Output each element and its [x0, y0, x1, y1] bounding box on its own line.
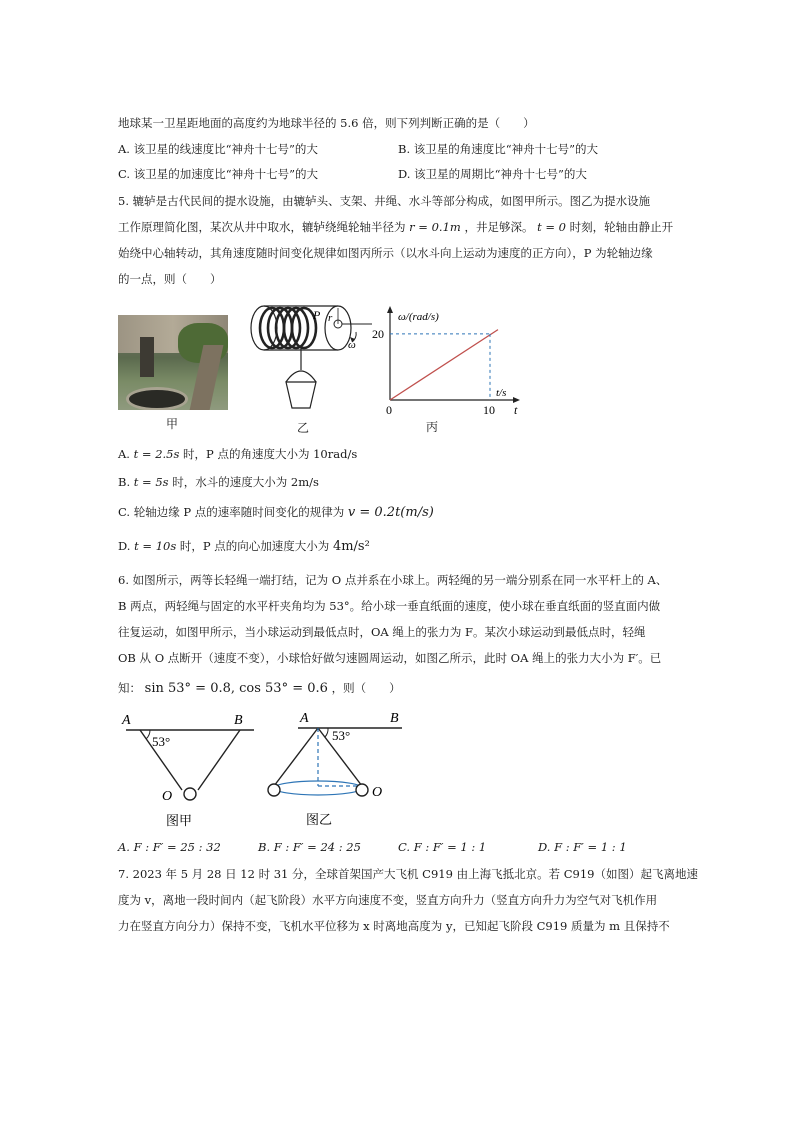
q6-line-3: 往复运动，如图甲所示，当小球运动到最低点时，OA 绳上的张力为 F。某次小球运动到最低点时，轻绳 [118, 625, 646, 639]
q6-line-5-prefix: 知： [118, 681, 141, 695]
angle-label: 53° [152, 734, 171, 749]
q4-stem: 地球某一卫星距地面的高度约为地球半径的 5.6 倍，则下列判断正确的是（ ） [118, 116, 535, 130]
y-axis-arrow [387, 306, 393, 313]
q7-line-2: 度为 v，离地一段时间内（起飞阶段）水平方向速度不变，竖直方向升力（竖直方向升力为空气对飞机作用 [118, 893, 658, 907]
fig-jia-caption: 甲 [166, 417, 179, 431]
point-b-label-yi: B [390, 711, 399, 726]
q4-option-a: A. 该卫星的线速度比“神舟十七号”的大 [118, 142, 318, 156]
point-o-label: O [162, 789, 173, 804]
q5-option-b [118, 474, 319, 490]
q4-option-c: C. 该卫星的加速度比“神舟十七号”的大 [118, 167, 318, 181]
q5-option-c-text: C. 轮轴边缘 P 点的速率随时间变化的规律为 [118, 505, 345, 519]
q5-option-b-text: 时，水斗的速度大小为 2m/s [172, 475, 319, 489]
series-line [390, 330, 498, 400]
x-axis-end-label: t [514, 403, 518, 416]
q6-line-5 [118, 680, 401, 697]
q6-line-5-suffix: ，则（ ） [331, 681, 401, 695]
windlass-diagram [238, 302, 378, 422]
origin-label: 0 [386, 403, 392, 416]
q5-option-d-text: 时，P 点的向心加速度大小为 [179, 539, 330, 553]
point-b-label: B [234, 713, 243, 728]
q5-line-2-text-e: 时刻，轮轴由静止开 [569, 220, 674, 234]
fig-bing-caption: 丙 [426, 420, 439, 434]
q6-line-1: 6. 如图所示，两等长轻绳一端打结，记为 O 点并系在小球上。两轻绳的另一端分别系在同一水平杆上的 A、 [118, 573, 668, 587]
q6-option-c: C. F : F′ = 1 : 1 [398, 840, 487, 854]
omega-label: ω [348, 339, 356, 351]
pendulum-fig-jia [118, 708, 258, 828]
q4-option-b: B. 该卫星的角速度比“神舟十七号”的大 [398, 142, 599, 156]
point-p-label: P [313, 308, 321, 322]
q5-option-d-time: t = 10s [134, 539, 177, 553]
q5-line-4: 的一点，则（ ） [118, 272, 222, 286]
y-axis-label: ω/(rad/s) [398, 311, 439, 323]
q5-option-d [118, 538, 370, 555]
y-tick-label: 20 [372, 326, 384, 341]
q5-option-a-text: 时，P 点的角速度大小为 10rad/s [183, 447, 358, 461]
q6-option-d: D. F : F′ = 1 : 1 [538, 840, 627, 854]
q5-option-b-time: t = 5s [133, 475, 169, 489]
q6-line-2: B 两点，两轻绳与固定的水平杆夹角均为 53°。给小球一垂直纸面的速度，使小球在垂直纸面的竖直面内做 [118, 599, 661, 613]
q6-line-4: OB 从 O 点断开（速度不变），小球恰好做匀速圆周运动，如图乙所示，此时 OA 绳上的张力大小为 F′。已 [118, 651, 662, 665]
radius-label: r [328, 312, 333, 324]
q5-line-1: 5. 辘轳是古代民间的提水设施，由辘轳头、支架、井绳、水斗等部分构成，如图甲所示。图乙为提水设施 [118, 194, 651, 208]
q5-line-2 [118, 219, 673, 235]
q6-option-a: A. F : F′ = 25 : 32 [118, 840, 221, 854]
omega-time-chart [372, 306, 522, 416]
fig-jia-label: 图甲 [166, 813, 193, 828]
well-photo [118, 315, 228, 410]
q5-line-2-text-c: ，井足够深。 [464, 220, 534, 234]
q5-option-a [118, 446, 357, 462]
angle-label-yi: 53° [332, 728, 351, 743]
q5-option-a-time: t = 2.5s [133, 447, 180, 461]
q5-option-c [118, 504, 434, 521]
point-a-label-yi: A [300, 711, 309, 726]
q5-option-d-value: 4m/s² [332, 539, 370, 554]
q5-option-b-letter: B. [118, 475, 131, 489]
fig-yi-caption: 乙 [297, 421, 310, 435]
conical-pendulum-fig-yi [262, 706, 402, 831]
q5-option-d-letter: D. [118, 539, 131, 553]
q7-line-1: 7. 2023 年 5 月 28 日 12 时 31 分，全球首架国产大飞机 C919 由上海飞抵北京。若 C919（如图）起飞离地速 [118, 867, 698, 881]
x-tick-label: 10 [483, 403, 495, 416]
q5-time-eq: t = 0 [537, 220, 566, 234]
q5-option-a-letter: A. [118, 447, 130, 461]
q5-radius-eq: r = 0.1m [409, 220, 461, 234]
q4-option-d: D. 该卫星的周期比“神舟十七号”的大 [398, 167, 587, 181]
q5-line-2-text-a: 工作原理简化图，某次从井中取水，辘轳绕绳轮轴半径为 [118, 220, 406, 234]
point-o-label-yi: O [372, 785, 383, 800]
q6-option-b: B. F : F′ = 24 : 25 [258, 840, 361, 854]
x-axis-label: t/s [496, 387, 507, 399]
q7-line-3: 力在竖直方向分力）保持不变，飞机水平位移为 x 时离地高度为 y，已知起飞阶段 C919 质量为 m 且保持不 [118, 919, 670, 933]
fig-yi-label: 图乙 [306, 812, 333, 827]
q5-line-3: 始绕中心轴转动，其角速度随时间变化规律如图丙所示（以水斗向上运动为速度的正方向），P 为轮轴边缘 [118, 246, 653, 260]
q5-option-c-equation: v = 0.2t(m/s) [347, 505, 434, 520]
q6-trig-values: sin 53° = 0.8, cos 53° = 0.6 [144, 681, 328, 696]
point-a-label: A [122, 713, 131, 728]
